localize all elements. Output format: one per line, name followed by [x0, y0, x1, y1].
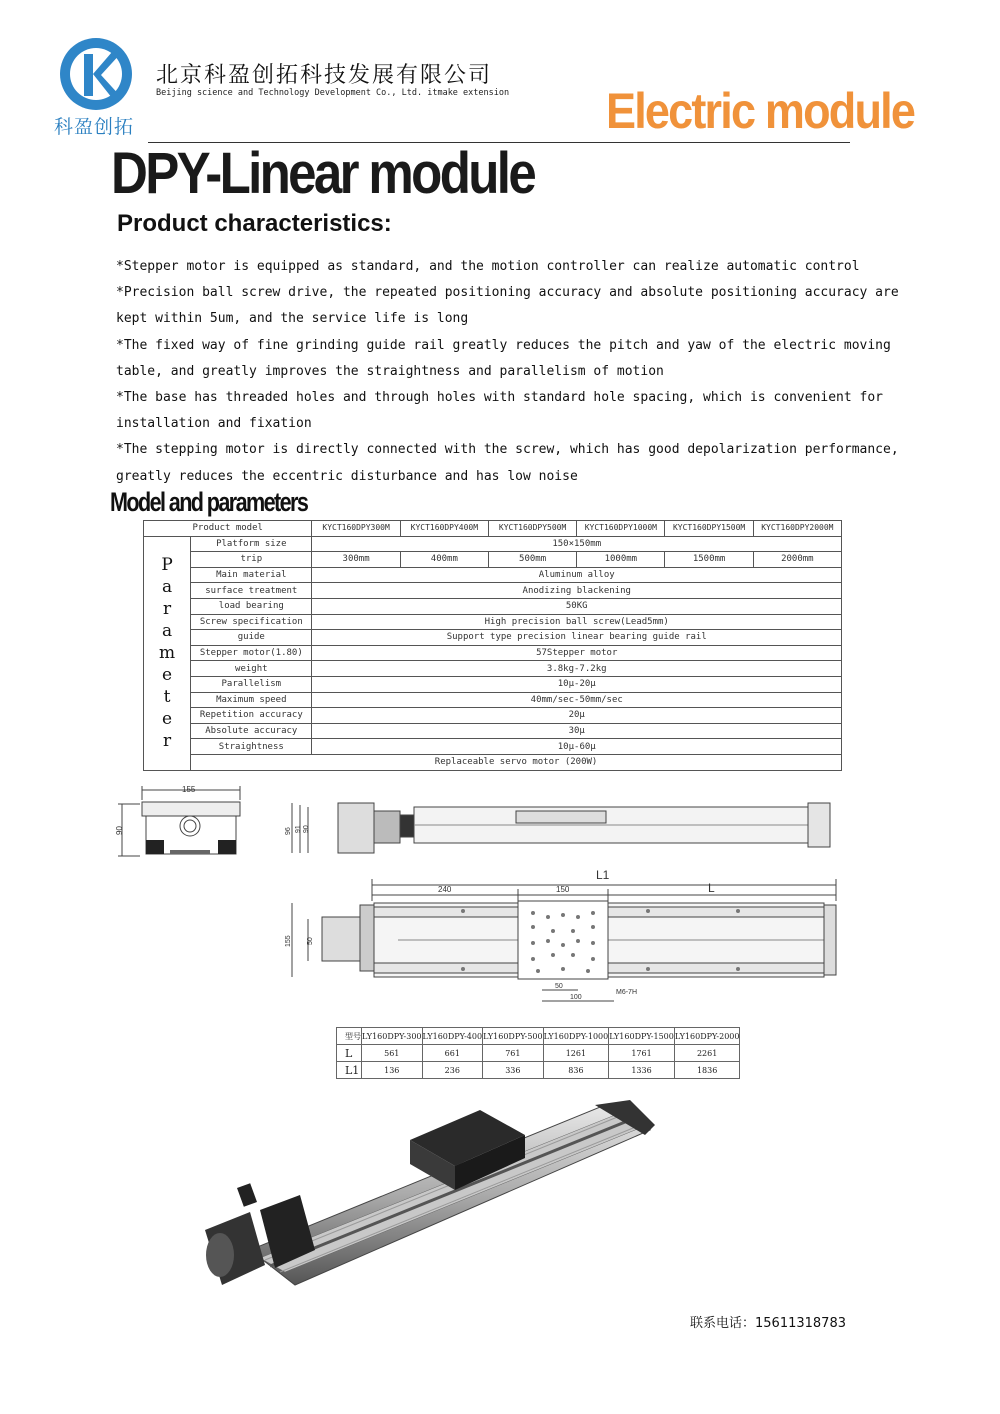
param-label: Main material — [191, 567, 312, 583]
model-cell: KYCT160DPY500M — [488, 521, 576, 537]
table-cell: 1836 — [674, 1062, 740, 1079]
company-name-en: Beijing science and Technology Development Co., Ltd. itmake extension — [156, 88, 510, 98]
param-value: 40mm/sec-50mm/sec — [312, 692, 842, 708]
table-row — [144, 739, 842, 755]
product-photo — [190, 1100, 660, 1295]
model-cell: KYCT160DPY2000M — [753, 521, 841, 537]
table-cell: L1 — [337, 1062, 362, 1079]
param-footer: Replaceable servo motor (200W) — [191, 754, 842, 770]
param-value: 20μ — [312, 708, 842, 724]
trip-cell: 1000mm — [577, 552, 665, 568]
dim-label: 96 — [285, 827, 292, 835]
param-value: 30μ — [312, 723, 842, 739]
dim-label: 100 — [570, 994, 582, 1001]
table-row — [144, 754, 842, 770]
table-row — [144, 536, 842, 552]
top-view-drawing — [278, 865, 848, 1010]
param-label: Repetition accuracy — [191, 708, 312, 724]
table-cell: L — [337, 1045, 362, 1062]
characteristics-list — [116, 254, 899, 490]
category-tag: Electric module — [606, 83, 915, 139]
trip-cell: 2000mm — [753, 552, 841, 568]
model-cell: LY160DPY-500 — [483, 1028, 544, 1045]
param-label: surface treatment — [191, 583, 312, 599]
param-value: 10μ-60μ — [312, 739, 842, 755]
param-value: High precision ball screw(Lead5mm) — [312, 614, 842, 630]
trip-cell: 500mm — [488, 552, 576, 568]
characteristic-line: *Stepper motor is equipped as standard, and the motion controller can realize automatic control — [116, 259, 860, 274]
dim-label: L — [708, 881, 715, 895]
param-value: 10μ-20μ — [312, 676, 842, 692]
parameter-vertical-label: P a r a m e t e r — [144, 536, 191, 770]
model-cell: KYCT160DPY1500M — [665, 521, 753, 537]
table-row — [144, 598, 842, 614]
dim-label: 50 — [555, 983, 563, 990]
trip-cell: 400mm — [400, 552, 488, 568]
characteristic-line: *The base has threaded holes and through holes with standard hole spacing, which is convenient for — [116, 390, 884, 406]
table-cell: 836 — [543, 1062, 609, 1079]
table-row — [144, 552, 842, 568]
dim-label: 155 — [182, 785, 196, 794]
table-row — [144, 661, 842, 677]
table-cell: 1761 — [609, 1045, 675, 1062]
contact-phone: 联系电话：15611318783 — [690, 1316, 846, 1331]
dim-label: L1 — [596, 868, 610, 882]
table-row — [337, 1028, 740, 1045]
param-label: Parallelism — [191, 676, 312, 692]
param-label: weight — [191, 661, 312, 677]
param-label: Screw specification — [191, 614, 312, 630]
table-row — [144, 676, 842, 692]
param-label: Maximum speed — [191, 692, 312, 708]
table-row — [144, 708, 842, 724]
table-cell: 561 — [362, 1045, 423, 1062]
table-cell: 1336 — [609, 1062, 675, 1079]
table-row — [144, 645, 842, 661]
param-value: Aluminum alloy — [312, 567, 842, 583]
param-value: 150×150mm — [312, 536, 842, 552]
dim-label: 150 — [556, 885, 570, 894]
table-row — [337, 1062, 740, 1079]
param-label: Stepper motor(1.80) — [191, 645, 312, 661]
param-label: trip — [191, 552, 312, 568]
parameter-table — [143, 520, 842, 771]
table-row — [144, 583, 842, 599]
table-row — [144, 614, 842, 630]
side-view-drawing — [278, 795, 848, 860]
param-value: 50KG — [312, 598, 842, 614]
characteristic-line: kept within 5um, and the service life is long — [116, 311, 469, 327]
param-value: Support type precision linear bearing guide rail — [312, 630, 842, 646]
table-cell: 型号 — [337, 1028, 362, 1045]
param-label: load bearing — [191, 598, 312, 614]
table-row — [144, 723, 842, 739]
model-cell: KYCT160DPY400M — [400, 521, 488, 537]
table-row — [144, 692, 842, 708]
param-label: Straightness — [191, 739, 312, 755]
param-value: Anodizing blackening — [312, 583, 842, 599]
dim-label: 90 — [303, 825, 310, 833]
model-cell: LY160DPY-1500 — [609, 1028, 675, 1045]
dim-label: 90 — [115, 826, 124, 835]
characteristic-line: *The fixed way of fine grinding guide rail greatly reduces the pitch and yaw of the electric moving — [116, 337, 891, 353]
model-cell: KYCT160DPY1000M — [577, 521, 665, 537]
dimension-table — [336, 1027, 740, 1079]
page-title: DPY-Linear module — [111, 141, 535, 206]
logo-wordmark: 科盈创拓 — [54, 116, 135, 138]
model-cell: LY160DPY-2000 — [674, 1028, 740, 1045]
company-logo — [54, 36, 142, 116]
characteristic-line: *The stepping motor is directly connected with the screw, which has good depolarization performance, — [116, 442, 899, 458]
table-cell: 761 — [483, 1045, 544, 1062]
dim-label: M6-7H — [616, 989, 638, 996]
characteristic-line: *Precision ball screw drive, the repeated positioning accuracy and absolute positioning accuracy are — [116, 285, 899, 301]
param-value: 57Stepper motor — [312, 645, 842, 661]
model-cell: LY160DPY-300 — [362, 1028, 423, 1045]
dim-label: 155 — [285, 935, 292, 947]
table-cell: 661 — [422, 1045, 483, 1062]
dim-label: 91 — [295, 825, 302, 833]
characteristic-line: table, and greatly improves the straightness and parallelism of motion — [116, 363, 664, 379]
characteristic-line: installation and fixation — [116, 416, 312, 432]
table-cell: 1261 — [543, 1045, 609, 1062]
model-cell: LY160DPY-400 — [422, 1028, 483, 1045]
table-cell: 136 — [362, 1062, 423, 1079]
table-row — [337, 1045, 740, 1062]
param-label: guide — [191, 630, 312, 646]
dim-label: 240 — [438, 885, 452, 894]
characteristic-line: greatly reduces the eccentric disturbance and has low noise — [116, 468, 578, 484]
parameters-heading: Model and parameters — [110, 487, 308, 517]
table-row — [144, 630, 842, 646]
table-cell: 2261 — [674, 1045, 740, 1062]
table-row — [144, 521, 842, 537]
table-cell: 336 — [483, 1062, 544, 1079]
trip-cell: 1500mm — [665, 552, 753, 568]
param-label: Platform size — [191, 536, 312, 552]
param-value: 3.8kg-7.2kg — [312, 661, 842, 677]
dim-label: 50 — [307, 937, 314, 945]
table-cell: 236 — [422, 1062, 483, 1079]
table-row — [144, 567, 842, 583]
model-cell: KYCT160DPY300M — [312, 521, 400, 537]
trip-cell: 300mm — [312, 552, 400, 568]
company-name-cn: 北京科盈创拓科技发展有限公司 — [156, 63, 493, 88]
characteristics-heading: Product characteristics: — [117, 210, 392, 237]
table-cell: Product model — [144, 521, 312, 537]
end-view-drawing — [110, 780, 270, 860]
param-label: Absolute accuracy — [191, 723, 312, 739]
model-cell: LY160DPY-1000 — [543, 1028, 609, 1045]
